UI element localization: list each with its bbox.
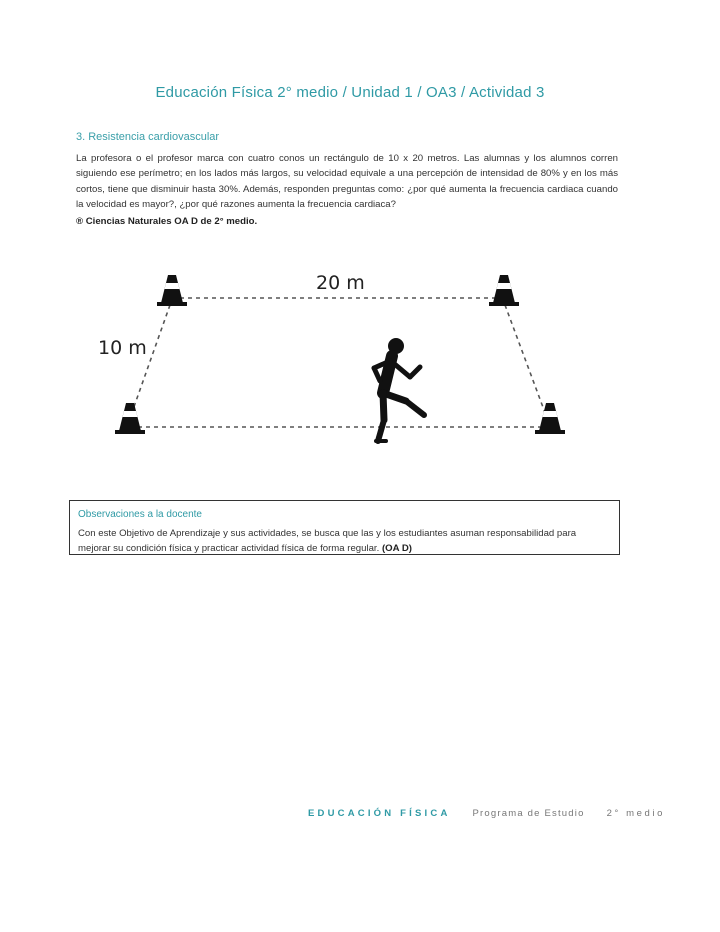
page-footer xyxy=(308,808,665,819)
observations-ref: (OA D) xyxy=(381,542,412,554)
activity-paragraph: La profesora o el profesor marca con cuatro conos un rectángulo de 10 x 20 metros. Las alumnas y los alumnos corren siguiendo ese perímetro; en los lados más largos, su velocidad equivale a una percepción de intensidad de 80% y en los más cortos, tiene que disminuir hasta 30%. Además, responden preguntas como: ¿por qué aumenta la frecuencia cardiaca cuando la velocidad es mayor?, ¿por qué razones aumenta la frecuencia cardiaca? xyxy=(76,153,618,210)
length-label: 20 m xyxy=(316,272,365,294)
traffic-cone-icon xyxy=(535,403,565,434)
traffic-cone-icon xyxy=(115,403,145,434)
footer-subject: EDUCACIÓN FÍSICA xyxy=(308,808,451,819)
traffic-cone-icon xyxy=(489,275,519,306)
page-title: Educación Física 2° medio / Unidad 1 / OA3 / Actividad 3 xyxy=(155,84,545,101)
cone-rectangle-diagram xyxy=(80,255,600,455)
dashed-perimeter xyxy=(130,298,547,427)
traffic-cone-icon xyxy=(157,275,187,306)
footer-grade: 2° medio xyxy=(606,808,665,819)
footer-program: Programa de Estudio xyxy=(472,808,585,819)
width-label: 10 m xyxy=(98,337,147,359)
activity-heading: 3. Resistencia cardiovascular xyxy=(76,131,220,143)
teacher-observations-box xyxy=(69,500,620,555)
cross-reference: ® Ciencias Naturales OA D de 2° medio. xyxy=(76,216,258,227)
runner-icon xyxy=(374,338,424,441)
observations-text xyxy=(78,527,610,556)
observations-title: Observaciones a la docente xyxy=(78,509,202,520)
observations-body: Con este Objetivo de Aprendizaje y sus actividades, se busca que las y los estudiantes asuman responsabilidad para mejorar su condición física y practicar actividad física de forma regular. xyxy=(78,528,577,554)
